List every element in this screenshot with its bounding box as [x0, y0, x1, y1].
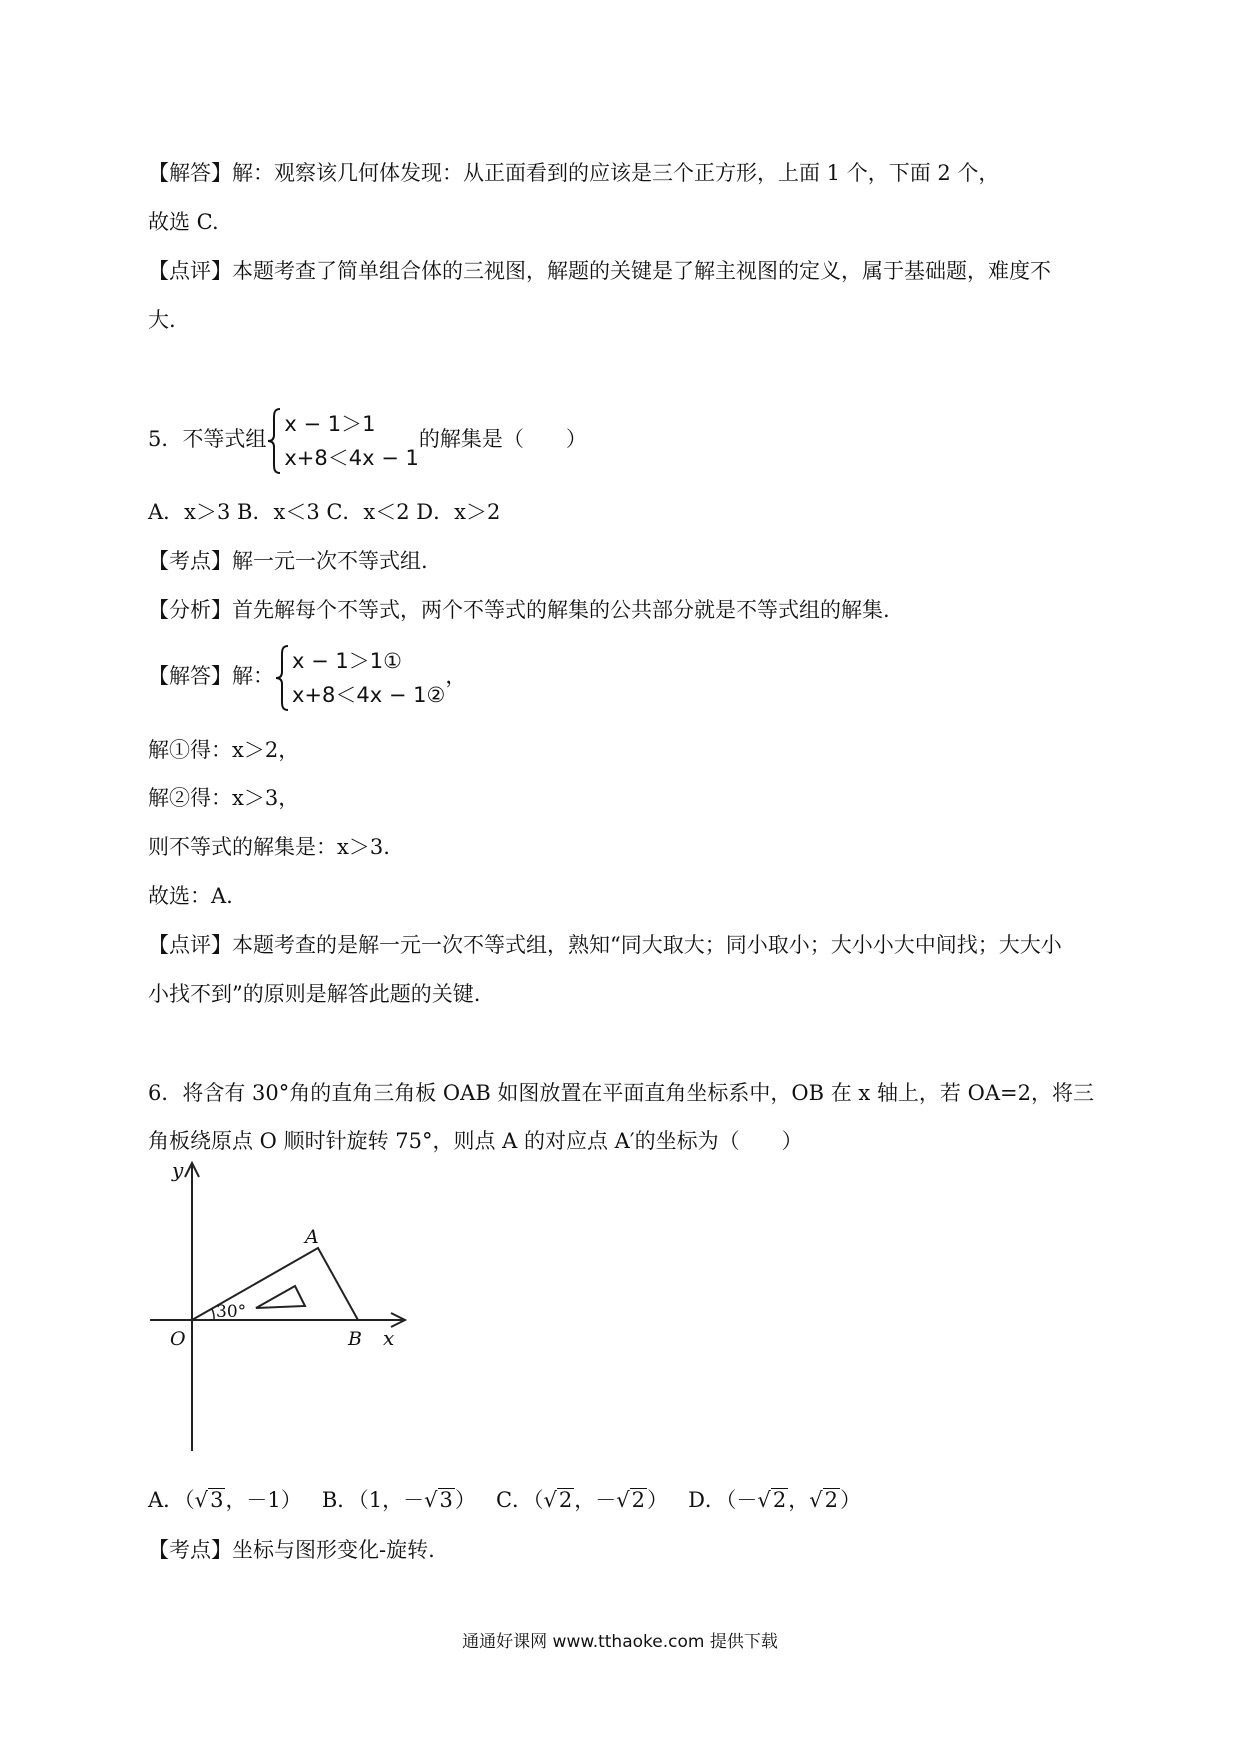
angle-label: 30° [216, 1302, 247, 1322]
q5-system-row2: x+8＜4x − 1 [284, 445, 419, 470]
q6-option-b [322, 1488, 476, 1512]
q5-answer [148, 641, 466, 712]
q5-answer-suffix: ， [445, 664, 467, 688]
q6-option-b-radicand: 3 [439, 1488, 453, 1512]
q5-inequality-system [266, 407, 418, 475]
sqrt-icon: √ [543, 1488, 557, 1512]
q5-step3: 则不等式的解集是：x＞3. [148, 835, 390, 859]
q6-option-c-radicand1: 2 [558, 1488, 573, 1512]
q6-options [148, 1482, 861, 1518]
label-b: B [348, 1328, 362, 1350]
q6-option-c [496, 1488, 668, 1512]
q5-step1: 解①得：x＞2， [148, 738, 300, 762]
label-x: x [383, 1326, 395, 1350]
q5-stem [148, 404, 587, 475]
q5-answer-row2: x+8＜4x − 1② [292, 682, 446, 707]
sqrt-icon: √ [616, 1488, 630, 1512]
q5-comment-line2: 小找不到”的原则是解答此题的关键. [148, 982, 481, 1006]
q4-comment-line2: 大. [148, 308, 176, 332]
q6-option-d-rest: ） [839, 1488, 861, 1512]
q5-point: 【考点】解一元一次不等式组. [148, 549, 428, 573]
q6-option-d-radicand2: 2 [824, 1488, 838, 1512]
q6-stem-line2: 角板绕原点 O 顺时针旋转 75°，则点 A 的对应点 A′的坐标为（ ） [148, 1129, 803, 1153]
label-a: A [305, 1226, 319, 1248]
q6-option-a-radicand: 3 [210, 1488, 224, 1512]
label-o: O [170, 1328, 186, 1350]
q5-analysis: 【分析】首先解每个不等式，两个不等式的解集的公共部分就是不等式组的解集. [148, 598, 890, 622]
sqrt-icon: √ [424, 1488, 438, 1512]
q6-option-d-mid: ， [788, 1488, 810, 1512]
q6-option-a-rest: ，－1） [225, 1488, 302, 1512]
q5-answer-row1: x − 1＞1① [292, 648, 402, 673]
q5-comment-line1: 【点评】本题考查的是解一元一次不等式组，熟知“同大取大；同小取小；大小小大中间找；大大小 [148, 933, 1062, 957]
q6-option-b-rest: ） [454, 1488, 476, 1512]
q5-stem-suffix: 的解集是（ ） [418, 427, 587, 451]
sqrt-icon: √ [757, 1488, 771, 1512]
sqrt-icon: √ [809, 1488, 823, 1512]
left-brace-icon [266, 407, 282, 475]
q6-option-d-radicand1: 2 [772, 1488, 787, 1512]
q6-point: 【考点】坐标与图形变化-旋转. [148, 1538, 435, 1562]
q6-option-a [148, 1488, 302, 1512]
q6-option-c-radicand2: 2 [631, 1488, 646, 1512]
q6-option-c-label: C．（ [495, 1488, 544, 1512]
q5-system-row1: x − 1＞1 [284, 411, 376, 436]
q5-step2: 解②得：x＞3， [148, 786, 300, 810]
label-y: y [172, 1158, 184, 1182]
sqrt-icon: √ [194, 1488, 209, 1512]
q4-choice: 故选 C. [148, 210, 219, 234]
q4-answer: 【解答】解：观察该几何体发现：从正面看到的应该是三个正方形，上面 1 个，下面 2 个， [148, 161, 1000, 185]
coordinate-figure [148, 1155, 408, 1455]
page-footer: 通通好课网 www.tthaoke.com 提供下载 [462, 1632, 778, 1652]
q6-option-d-label: D．（－ [688, 1488, 758, 1512]
left-brace-icon [274, 644, 290, 712]
q6-option-b-label: B．（1，－ [321, 1488, 425, 1512]
q6-option-d [688, 1488, 861, 1512]
q6-stem-line1: 6．将含有 30°角的直角三角板 OAB 如图放置在平面直角坐标系中，OB 在 x 轴上，若 OA=2，将三 [148, 1081, 1094, 1105]
q6-option-c-mid: ，－ [574, 1488, 617, 1512]
q5-options: A．x＞3 B．x＜3 C．x＜2 D．x＞2 [148, 500, 501, 524]
q5-stem-prefix: 5．不等式组 [148, 427, 267, 451]
q5-answer-prefix: 【解答】解： [148, 664, 274, 688]
q5-answer-system [274, 644, 445, 712]
q5-choice: 故选：A. [148, 884, 233, 908]
q6-option-c-rest: ） [647, 1488, 669, 1512]
q4-comment-line1: 【点评】本题考查了简单组合体的三视图，解题的关键是了解主视图的定义，属于基础题，难度不 [148, 259, 1051, 283]
q6-option-a-label: A．（ [148, 1488, 195, 1512]
